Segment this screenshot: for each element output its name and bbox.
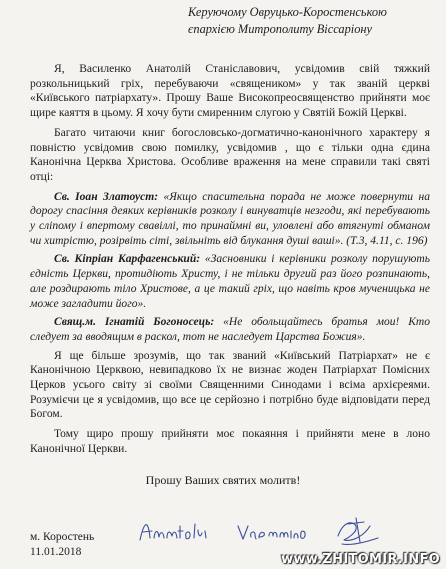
quote-text: «Засновники і керівники розколу порушують єдність Церкви, протидіють Христу, і не тільки другий раз його розпинають, але роздирають тіло Христове, а це такий гріх, що навіть кров мученицька не може загладити його». xyxy=(30,253,430,310)
paragraph-request: Тому щиро прошу прийняти моє покаяння і прийняти мене в лоно Канонічної Церкви. xyxy=(30,428,430,455)
quote-ignatius xyxy=(30,315,430,344)
place: м. Коростень xyxy=(30,531,95,543)
paragraph-reading: Багато читаючи книг богословсько-догматично-канонічного характеру я повністю усвідомив свою помилку, усвідомив , що є тільки одна єдина Канонічна Церква Христова. Особливе враження на мене справили такі святі отці: xyxy=(30,126,430,183)
quote-text: «Якщо спасительна порада не може повернути на дорогу спасіння деяких керівників розколу і винуватців незгоди, які перебувають у сліпому і впертому свавіллі, то принаймні ви, уловлені або втягнуті обманом чи хитрістю, розірвіть сіті, звільніть від блукання душі ваші». (Т.3, 4.11, с. 196) xyxy=(30,190,430,247)
paragraph-confession: Я, Василенко Анатолій Станіславович, усвідомив свій тяжкий розкольницький гріх, перебуваючи «священиком» у так званій церкві «Київського патріархату». Прошу Ваше Високопреосвященство прийняти моє щире каяття в цьому. Я хочу бути смиренним слугою у Святій Божій Церкві. xyxy=(30,63,430,120)
date: 11.01.2018 xyxy=(30,546,82,558)
handwritten-signature xyxy=(138,512,388,552)
quote-cyprian xyxy=(30,252,430,311)
quote-text: «Не обольщайтесь братья мои! Кто следует за вводящим в раскол, тот не наследует Царства Божия». xyxy=(30,316,430,343)
addressee-block xyxy=(188,4,438,38)
addressee-line-2: єпархією Митрополиту Віссаріону xyxy=(188,22,373,36)
signature-image xyxy=(138,512,388,552)
place-date-block xyxy=(30,530,94,560)
quote-author: Св. Іоан Златоуст: xyxy=(54,190,159,203)
site-watermark: www.ZHITOMIR.INFO xyxy=(281,552,440,567)
quote-author: Свящ.м. Ігнатій Богоносець: xyxy=(54,316,215,329)
paragraph-understanding: Я ще більше зрозумів, що так званий «Київський Патріархат» не є Канонічною Церквою, невипадково їх не визнає жоден Патріархат Помісних Церков усього світу зі своїми Священними Синодами і всіма архієреями. Розумієчи це я усвідомив, що все це серйозно і потрібно буде відповідати перед Богом. xyxy=(30,349,430,421)
quote-author: Св. Кіпріан Карфагенський: xyxy=(54,253,201,266)
quote-chrysostom xyxy=(30,190,430,249)
closing-line: Прошу Ваших святих молитв! xyxy=(145,473,301,487)
addressee-line-1: Керуючому Овруцько-Коростенською xyxy=(188,5,387,19)
letter-body xyxy=(30,62,430,462)
